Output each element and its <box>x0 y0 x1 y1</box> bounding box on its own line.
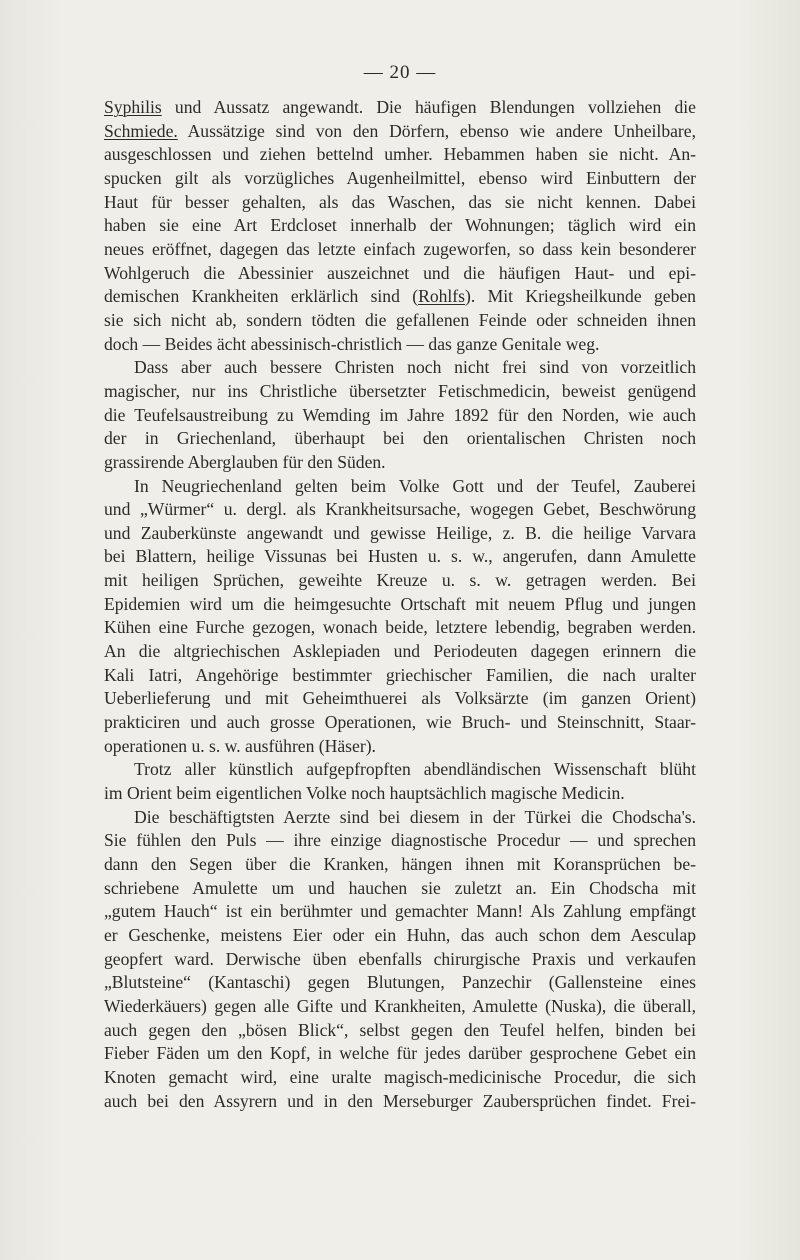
page-number: — 20 — <box>363 62 437 83</box>
text-line: demischen Krankheiten erklärlich sind (Rohlfs). Mit Kriegsheilkunde geben <box>104 286 696 307</box>
text-line: Epidemien wird um die heimgesuchte Ortschaft mit neuem Pflug und jungen <box>104 593 696 614</box>
text-line: grassirende Aberglauben für den Süden. <box>104 451 386 472</box>
text-line: und Zauberkünste angewandt und gewisse Heilige, z. B. die heilige Varvara <box>104 522 696 543</box>
text-line: Knoten gemacht wird, eine uralte magisch-medicinische Procedur, die sich <box>104 1066 696 1087</box>
body-text <box>104 96 696 1113</box>
text-line: auch bei den Assyrern und in den Merseburger Zaubersprüchen findet. Frei- <box>104 1090 696 1111</box>
text-line: operationen u. s. w. ausführen (Häser). <box>104 735 376 756</box>
text-line: der in Griechenland, überhaupt bei den orientalischen Christen noch <box>104 428 696 449</box>
underlined-word: Schmiede. <box>104 120 178 141</box>
text-line: Wiederkäuers) gegen alle Gifte und Krankheiten, Amulette (Nuska), die überall, <box>104 995 696 1016</box>
text-line: im Orient beim eigentlichen Volke noch hauptsächlich magische Medicin. <box>104 783 625 804</box>
text-line: magischer, nur ins Christliche übersetzter Fetischmedicin, beweist genügend <box>104 380 696 401</box>
text-line: spucken gilt als vorzügliches Augenheilmittel, ebenso wird Einbuttern der <box>104 167 696 188</box>
text-line: An die altgriechischen Asklepiaden und Periodeuten dagegen erinnern die <box>104 641 696 662</box>
text-line: Wohlgeruch die Abessinier auszeichnet und die häufigen Haut- und epi- <box>104 262 696 283</box>
text-line: Kali Iatri, Angehörige bestimmter griechischer Familien, die nach uralter <box>104 664 696 685</box>
text-line: Schmiede. Aussätzige sind von den Dörfern, ebenso wie andere Unheilbare, <box>104 120 696 141</box>
text-line: bei Blattern, heilige Vissunas bei Husten u. s. w., angerufen, dann Amulette <box>104 546 696 567</box>
text-line: Dass aber auch bessere Christen noch nicht frei sind von vorzeitlich <box>134 357 696 378</box>
text-line: In Neugriechenland gelten beim Volke Gott und der Teufel, Zauberei <box>134 475 696 496</box>
text-line: Die beschäftigtsten Aerzte sind bei diesem in der Türkei die Chodscha's. <box>134 806 696 827</box>
text-line: „gutem Hauch“ ist ein berühmter und gemachter Mann! Als Zahlung empfängt <box>104 901 696 922</box>
text-line: doch — Beides ächt abessinisch-christlich — das ganze Genitale weg. <box>104 333 600 354</box>
text-line: Fieber Fäden um den Kopf, in welche für jedes darüber gesprochene Gebet ein <box>104 1043 696 1064</box>
text-line: er Geschenke, meistens Eier oder ein Huhn, das auch schon dem Aesculap <box>104 924 696 945</box>
text-line: sie sich nicht ab, sondern tödten die gefallenen Feinde oder schneiden ihnen <box>104 309 696 330</box>
underlined-word: Syphilis <box>104 97 162 117</box>
text-line: Kühen eine Furche gezogen, wonach beide, letztere lebendig, begraben werden. <box>104 617 696 638</box>
text-line: „Blutsteine“ (Kantaschi) gegen Blutungen, Panzechir (Gallensteine eines <box>104 972 696 993</box>
text-line: schriebene Amulette um und hauchen sie zuletzt an. Ein Chodscha mit <box>104 877 696 898</box>
text-line: Sie fühlen den Puls — ihre einzige diagnostische Procedur — und sprechen <box>104 830 696 851</box>
text-line: mit heiligen Sprüchen, geweihte Kreuze u. s. w. getragen werden. Bei <box>104 570 696 591</box>
text-line: Syphilis und Aussatz angewandt. Die häufigen Blendungen vollziehen die <box>104 97 696 117</box>
text-line: Trotz aller künstlich aufgepfropften abendländischen Wissenschaft blüht <box>134 759 696 780</box>
text-line: prakticiren und auch grosse Operationen, wie Bruch- und Steinschnitt, Staar- <box>104 712 696 733</box>
text-line: dann den Segen über die Kranken, hängen ihnen mit Koransprüchen be- <box>104 854 696 874</box>
text-line: auch gegen den „bösen Blick“, selbst gegen den Teufel helfen, binden bei <box>104 1019 696 1040</box>
text-line: ausgeschlossen und ziehen bettelnd umher. Hebammen haben sie nicht. An- <box>104 144 696 165</box>
text-line: Ueberlieferung und mit Geheimthuerei als Volksärzte (im ganzen Orient) <box>104 688 696 709</box>
text-line: haben sie eine Art Erdcloset innerhalb der Wohnungen; täglich wird ein <box>104 215 696 236</box>
text-line: neues eröffnet, dagegen das letzte einfach zugeworfen, so dass kein besonderer <box>104 238 696 259</box>
text-line: Haut für besser gehalten, als das Waschen, das sie nicht kennen. Dabei <box>104 191 696 212</box>
text-line: geopfert ward. Derwische üben ebenfalls chirurgische Praxis und verkaufen <box>104 948 696 969</box>
underlined-word: Rohlfs <box>418 286 466 307</box>
text-line: und „Würmer“ u. dergl. als Krankheitsursache, wogegen Gebet, Beschwörung <box>104 499 696 520</box>
text-line: die Teufelsaustreibung zu Wemding im Jahre 1892 für den Norden, wie auch <box>104 404 696 425</box>
